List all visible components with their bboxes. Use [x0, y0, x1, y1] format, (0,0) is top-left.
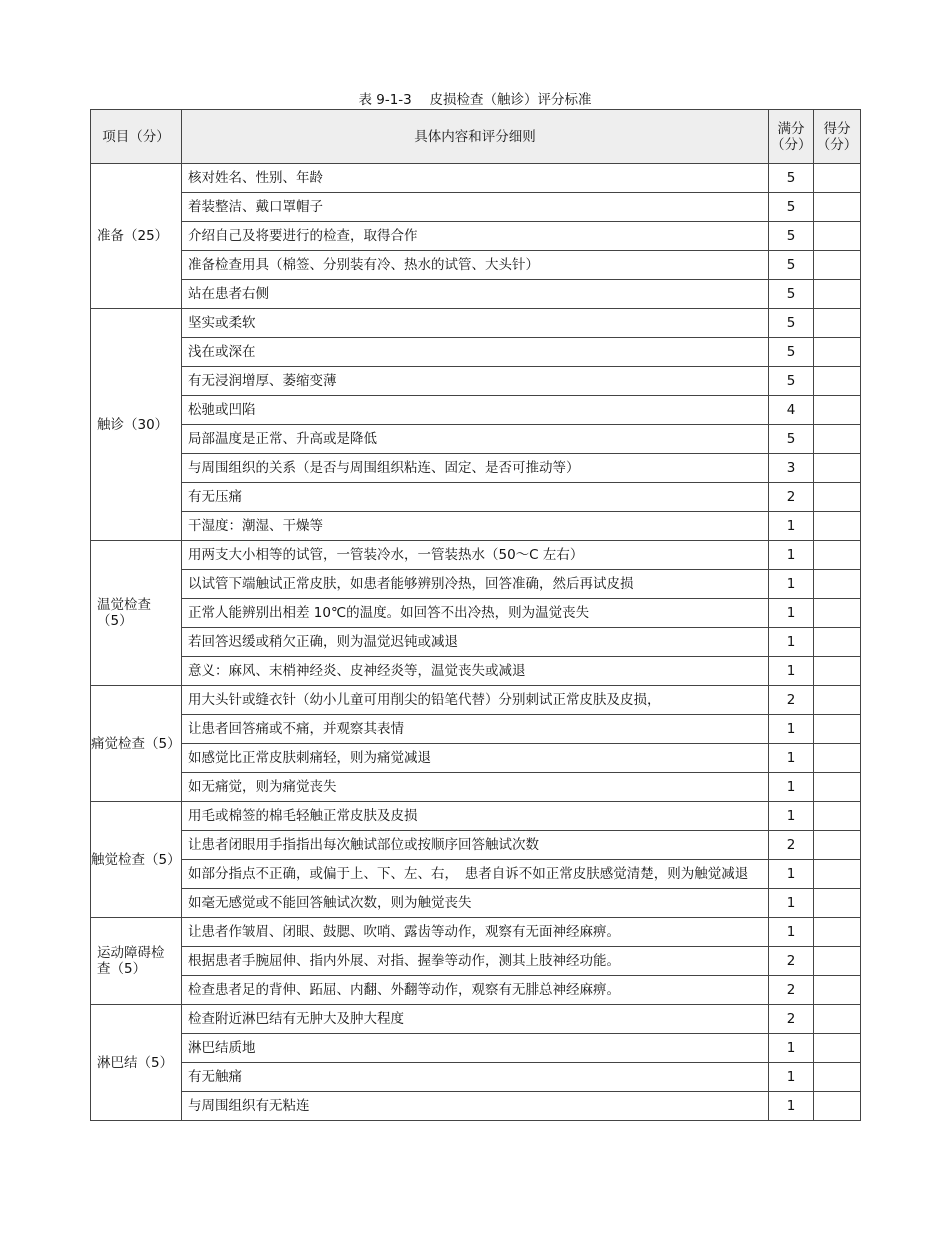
section-label: 痛觉检查（5） — [91, 686, 182, 802]
obtained-score-cell[interactable] — [814, 628, 861, 657]
table-row — [91, 802, 861, 831]
criterion-text: 用大头针或缝衣针（幼小儿童可用削尖的铅笔代替）分别刺试正常皮肤及皮损， — [182, 686, 769, 715]
table-row — [91, 1063, 861, 1092]
criterion-text: 根据患者手腕屈伸、指内外展、对指、握拳等动作，测其上肢神经功能。 — [182, 947, 769, 976]
criterion-text: 如部分指点不正确，或偏于上、下、左、右， 患者自诉不如正常皮肤感觉清楚，则为触觉减退 — [182, 860, 769, 889]
criterion-text: 局部温度是正常、升高或是降低 — [182, 425, 769, 454]
criterion-text: 让患者闭眼用手指指出每次触试部位或按顺序回答触试次数 — [182, 831, 769, 860]
criterion-text: 用毛或棉签的棉毛轻触正常皮肤及皮损 — [182, 802, 769, 831]
scoring-table — [90, 109, 861, 1121]
obtained-score-cell[interactable] — [814, 280, 861, 309]
criterion-text: 松驰或凹陷 — [182, 396, 769, 425]
obtained-score-cell[interactable] — [814, 512, 861, 541]
criterion-text: 正常人能辨别出相差 10℃的温度。如回答不出冷热，则为温觉丧失 — [182, 599, 769, 628]
criterion-text: 着装整洁、戴口罩帽子 — [182, 193, 769, 222]
table-row — [91, 947, 861, 976]
table-row — [91, 570, 861, 599]
obtained-score-cell[interactable] — [814, 773, 861, 802]
obtained-score-cell[interactable] — [814, 193, 861, 222]
full-score: 1 — [769, 744, 814, 773]
obtained-score-cell[interactable] — [814, 802, 861, 831]
obtained-score-cell[interactable] — [814, 570, 861, 599]
obtained-score-cell[interactable] — [814, 541, 861, 570]
obtained-score-cell[interactable] — [814, 1092, 861, 1121]
full-score: 4 — [769, 396, 814, 425]
full-score: 5 — [769, 338, 814, 367]
header-full-score: 满分（分） — [769, 110, 814, 164]
full-score: 2 — [769, 1005, 814, 1034]
full-score: 1 — [769, 860, 814, 889]
obtained-score-cell[interactable] — [814, 657, 861, 686]
obtained-score-cell[interactable] — [814, 918, 861, 947]
table-row — [91, 831, 861, 860]
section-label: 运动障碍检查（5） — [91, 918, 182, 1005]
table-row — [91, 512, 861, 541]
section-label: 触诊（30） — [91, 309, 182, 541]
obtained-score-cell[interactable] — [814, 309, 861, 338]
full-score: 1 — [769, 657, 814, 686]
obtained-score-cell[interactable] — [814, 947, 861, 976]
header-content: 具体内容和评分细则 — [182, 110, 769, 164]
table-row — [91, 483, 861, 512]
table-row — [91, 280, 861, 309]
full-score: 2 — [769, 976, 814, 1005]
table-body — [91, 164, 861, 1121]
full-score: 1 — [769, 1063, 814, 1092]
criterion-text: 与周围组织的关系（是否与周围组织粘连、固定、是否可推动等） — [182, 454, 769, 483]
section-label: 淋巴结（5） — [91, 1005, 182, 1121]
criterion-text: 有无压痛 — [182, 483, 769, 512]
full-score: 1 — [769, 773, 814, 802]
criterion-text: 如无痛觉，则为痛觉丧失 — [182, 773, 769, 802]
full-score: 1 — [769, 715, 814, 744]
criterion-text: 与周围组织有无粘连 — [182, 1092, 769, 1121]
table-row — [91, 367, 861, 396]
full-score: 3 — [769, 454, 814, 483]
criterion-text: 坚实或柔软 — [182, 309, 769, 338]
table-row — [91, 715, 861, 744]
table-row — [91, 599, 861, 628]
full-score: 2 — [769, 686, 814, 715]
criterion-text: 若回答迟缓或稍欠正确，则为温觉迟钝或减退 — [182, 628, 769, 657]
table-row — [91, 976, 861, 1005]
criterion-text: 有无触痛 — [182, 1063, 769, 1092]
criterion-text: 意义：麻风、末梢神经炎、皮神经炎等，温觉丧失或减退 — [182, 657, 769, 686]
criterion-text: 准备检查用具（棉签、分别装有冷、热水的试管、大头针） — [182, 251, 769, 280]
obtained-score-cell[interactable] — [814, 251, 861, 280]
criterion-text: 介绍自己及将要进行的检查，取得合作 — [182, 222, 769, 251]
table-row — [91, 773, 861, 802]
obtained-score-cell[interactable] — [814, 222, 861, 251]
full-score: 5 — [769, 251, 814, 280]
obtained-score-cell[interactable] — [814, 889, 861, 918]
table-row — [91, 628, 861, 657]
obtained-score-cell[interactable] — [814, 744, 861, 773]
full-score: 1 — [769, 918, 814, 947]
table-row — [91, 918, 861, 947]
criterion-text: 让患者回答痛或不痛，并观察其表情 — [182, 715, 769, 744]
full-score: 5 — [769, 367, 814, 396]
table-row — [91, 889, 861, 918]
full-score: 5 — [769, 222, 814, 251]
table-header-row — [91, 110, 861, 164]
obtained-score-cell[interactable] — [814, 483, 861, 512]
full-score: 1 — [769, 802, 814, 831]
full-score: 1 — [769, 541, 814, 570]
obtained-score-cell[interactable] — [814, 1063, 861, 1092]
table-row — [91, 1034, 861, 1063]
criterion-text: 检查患者足的背伸、跖屈、内翻、外翻等动作，观察有无腓总神经麻痹。 — [182, 976, 769, 1005]
criterion-text: 浅在或深在 — [182, 338, 769, 367]
criterion-text: 站在患者右侧 — [182, 280, 769, 309]
obtained-score-cell[interactable] — [814, 367, 861, 396]
obtained-score-cell[interactable] — [814, 454, 861, 483]
table-row — [91, 686, 861, 715]
full-score: 1 — [769, 599, 814, 628]
obtained-score-cell[interactable] — [814, 396, 861, 425]
table-row — [91, 251, 861, 280]
full-score: 1 — [769, 1092, 814, 1121]
criterion-text: 用两支大小相等的试管，一管装冷水，一管装热水（50～C 左右） — [182, 541, 769, 570]
obtained-score-cell[interactable] — [814, 425, 861, 454]
obtained-score-cell[interactable] — [814, 831, 861, 860]
table-row — [91, 860, 861, 889]
table-row — [91, 425, 861, 454]
table-row — [91, 309, 861, 338]
obtained-score-cell[interactable] — [814, 860, 861, 889]
header-item: 项目（分） — [91, 110, 182, 164]
table-row — [91, 1005, 861, 1034]
full-score: 2 — [769, 831, 814, 860]
obtained-score-cell[interactable] — [814, 1034, 861, 1063]
obtained-score-cell[interactable] — [814, 599, 861, 628]
table-row — [91, 222, 861, 251]
table-row — [91, 1092, 861, 1121]
criterion-text: 检查附近淋巴结有无肿大及肿大程度 — [182, 1005, 769, 1034]
section-label: 温觉检查（5） — [91, 541, 182, 686]
criterion-text: 核对姓名、性别、年龄 — [182, 164, 769, 193]
table-row — [91, 396, 861, 425]
table-row — [91, 657, 861, 686]
full-score: 1 — [769, 628, 814, 657]
obtained-score-cell[interactable] — [814, 1005, 861, 1034]
section-label: 触觉检查（5） — [91, 802, 182, 918]
obtained-score-cell[interactable] — [814, 164, 861, 193]
full-score: 1 — [769, 512, 814, 541]
obtained-score-cell[interactable] — [814, 338, 861, 367]
full-score: 5 — [769, 309, 814, 338]
full-score: 2 — [769, 947, 814, 976]
table-row — [91, 164, 861, 193]
table-row — [91, 193, 861, 222]
obtained-score-cell[interactable] — [814, 715, 861, 744]
table-row — [91, 338, 861, 367]
header-obtained-score: 得分（分） — [814, 110, 861, 164]
full-score: 5 — [769, 425, 814, 454]
table-caption: 表 9-1-3 皮损检查（触诊）评分标准 — [358, 92, 592, 108]
full-score: 2 — [769, 483, 814, 512]
criterion-text: 如毫无感觉或不能回答触试次数，则为触觉丧失 — [182, 889, 769, 918]
obtained-score-cell[interactable] — [814, 686, 861, 715]
full-score: 1 — [769, 889, 814, 918]
criterion-text: 干湿度：潮湿、干燥等 — [182, 512, 769, 541]
criterion-text: 以试管下端触试正常皮肤，如患者能够辨别冷热，回答准确，然后再试皮损 — [182, 570, 769, 599]
full-score: 1 — [769, 1034, 814, 1063]
section-label: 准备（25） — [91, 164, 182, 309]
table-row — [91, 454, 861, 483]
criterion-text: 有无浸润增厚、萎缩变薄 — [182, 367, 769, 396]
table-row — [91, 744, 861, 773]
obtained-score-cell[interactable] — [814, 976, 861, 1005]
criterion-text: 如感觉比正常皮肤刺痛轻，则为痛觉减退 — [182, 744, 769, 773]
criterion-text: 淋巴结质地 — [182, 1034, 769, 1063]
criterion-text: 让患者作皱眉、闭眼、鼓腮、吹哨、露齿等动作，观察有无面神经麻痹。 — [182, 918, 769, 947]
full-score: 5 — [769, 193, 814, 222]
full-score: 5 — [769, 164, 814, 193]
full-score: 1 — [769, 570, 814, 599]
table-row — [91, 541, 861, 570]
full-score: 5 — [769, 280, 814, 309]
